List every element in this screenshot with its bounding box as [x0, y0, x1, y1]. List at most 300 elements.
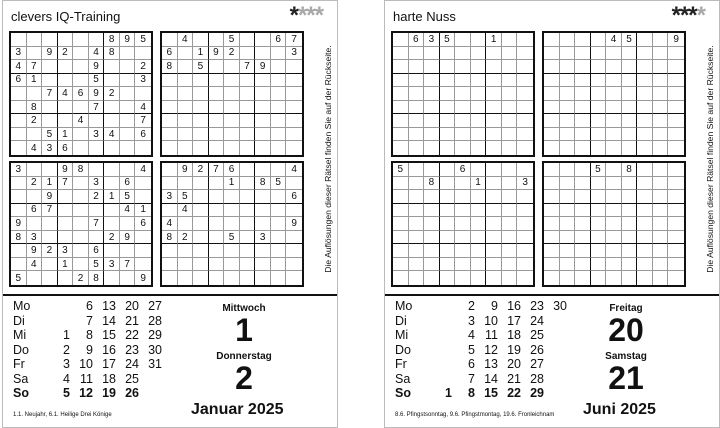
sudoku-cell: [255, 101, 271, 115]
sudoku-cell: 3: [162, 190, 178, 204]
calendar-date: 17: [102, 357, 116, 371]
sudoku-cell: [560, 177, 576, 191]
sudoku-cell: [162, 33, 178, 47]
sudoku-cell: [209, 177, 225, 191]
sudoku-cell: [286, 177, 302, 191]
sudoku-cell: [471, 204, 487, 218]
sudoku-cell: [424, 217, 440, 231]
weekday-label: Mo: [13, 299, 31, 313]
sudoku-cell: [668, 204, 684, 218]
weekday-label: Do: [13, 342, 29, 357]
calendar-page-left: [2, 0, 338, 428]
calendar-date: 27: [148, 299, 162, 313]
sudoku-cell: [622, 114, 638, 128]
sudoku-cell: [486, 177, 502, 191]
sudoku-cell: [193, 271, 209, 285]
sudoku-cell: [653, 87, 669, 101]
sudoku-cell: [73, 60, 89, 74]
sudoku-cell: 5: [89, 258, 105, 272]
sudoku-cell: [42, 163, 58, 177]
sudoku-cell: [209, 87, 225, 101]
sudoku-cell: 9: [209, 47, 225, 61]
sudoku-cell: 3: [11, 163, 27, 177]
sudoku-cell: [455, 101, 471, 115]
sudoku-cell: [440, 128, 456, 142]
sudoku-cell: [271, 128, 287, 142]
sudoku-cell: [193, 204, 209, 218]
calendar-date: 23: [530, 299, 544, 313]
sudoku-cell: [255, 190, 271, 204]
sudoku-cell: [162, 258, 178, 272]
sudoku-cell: [178, 128, 194, 142]
sudoku-cell: [271, 60, 287, 74]
sudoku-cell: [560, 231, 576, 245]
weekday-label: Sa: [13, 371, 29, 386]
sudoku-cell: [409, 47, 425, 61]
sudoku-cell: 4: [135, 163, 151, 177]
sudoku-cell: [393, 114, 409, 128]
sudoku-cell: [178, 141, 194, 155]
sudoku-cell: [393, 231, 409, 245]
divider: [3, 294, 337, 296]
sudoku-cell: [120, 244, 136, 258]
sudoku-cell: [440, 258, 456, 272]
sudoku-cell: [393, 217, 409, 231]
sudoku-cell: [424, 128, 440, 142]
sudoku-cell: 6: [286, 190, 302, 204]
sudoku-cell: [11, 141, 27, 155]
sudoku-cell: [240, 217, 256, 231]
sudoku-cell: [544, 114, 560, 128]
sudoku-cell: [424, 60, 440, 74]
sudoku-cell: [622, 47, 638, 61]
sudoku-cell: 7: [42, 87, 58, 101]
sudoku-cell: [502, 101, 518, 115]
sudoku-cell: [393, 244, 409, 258]
calendar-date: 13: [102, 299, 116, 313]
sudoku-cell: [224, 204, 240, 218]
sudoku-cell: [209, 258, 225, 272]
sudoku-cell: 5: [135, 33, 151, 47]
sudoku-grid: [9, 31, 153, 157]
sudoku-cell: [440, 204, 456, 218]
sudoku-cell: [120, 217, 136, 231]
sudoku-cell: [393, 87, 409, 101]
sudoku-cell: [58, 190, 74, 204]
sudoku-cell: [286, 244, 302, 258]
calendar-week-row: [395, 357, 567, 372]
sudoku-cell: [668, 114, 684, 128]
sudoku-cell: [120, 271, 136, 285]
sudoku-cell: [424, 271, 440, 285]
sudoku-cell: [502, 190, 518, 204]
month-days: [13, 299, 162, 401]
sudoku-cell: [517, 163, 533, 177]
sudoku-cell: [471, 101, 487, 115]
sudoku-cell: [27, 33, 43, 47]
sudoku-cell: [424, 190, 440, 204]
sudoku-cell: [502, 33, 518, 47]
sudoku-cell: [393, 128, 409, 142]
calendar-date: 19: [507, 342, 521, 357]
sudoku-cell: 7: [240, 60, 256, 74]
sudoku-cell: 2: [58, 47, 74, 61]
sudoku-cell: [42, 114, 58, 128]
sudoku-cell: [120, 60, 136, 74]
sudoku-cell: [486, 231, 502, 245]
calendar-week-row: [395, 372, 567, 387]
sudoku-cell: [73, 101, 89, 115]
sudoku-cell: [393, 177, 409, 191]
sudoku-cell: [591, 87, 607, 101]
sudoku-cell: [486, 217, 502, 231]
sudoku-cell: [653, 190, 669, 204]
sudoku-cell: [668, 231, 684, 245]
weekday-label: Do: [395, 342, 411, 357]
sudoku-cell: [11, 190, 27, 204]
calendar-date: 11: [80, 371, 93, 386]
sudoku-cell: [193, 141, 209, 155]
holiday-note: 1.1. Neujahr, 6.1. Heilige Drei Könige: [13, 412, 112, 418]
sudoku-cell: [455, 258, 471, 272]
sudoku-cell: [517, 74, 533, 88]
sudoku-cell: [591, 74, 607, 88]
sudoku-cell: [622, 141, 638, 155]
calendar-date: 13: [484, 357, 498, 371]
sudoku-cell: [668, 163, 684, 177]
sudoku-cell: [622, 101, 638, 115]
sudoku-cell: [591, 101, 607, 115]
sudoku-cell: 3: [27, 231, 43, 245]
sudoku-cell: [575, 258, 591, 272]
sudoku-cell: [135, 87, 151, 101]
calendar-date: 10: [484, 313, 498, 328]
sudoku-cell: 1: [27, 74, 43, 88]
sudoku-cell: [606, 271, 622, 285]
sudoku-cell: [575, 128, 591, 142]
sudoku-cell: [668, 258, 684, 272]
sudoku-cell: [622, 128, 638, 142]
sudoku-cell: [224, 74, 240, 88]
weekday-label: So: [395, 386, 411, 400]
sudoku-cell: [606, 141, 622, 155]
sudoku-cell: [455, 244, 471, 258]
sudoku-cell: [455, 231, 471, 245]
sudoku-cell: [606, 204, 622, 218]
sudoku-cell: [606, 217, 622, 231]
sudoku-cell: [575, 87, 591, 101]
sudoku-cell: [606, 163, 622, 177]
sudoku-cell: [240, 190, 256, 204]
sudoku-cell: [544, 101, 560, 115]
sudoku-cell: 4: [162, 217, 178, 231]
sudoku-cell: [668, 177, 684, 191]
sudoku-cell: [440, 47, 456, 61]
sudoku-cell: 1: [104, 190, 120, 204]
sudoku-cell: [440, 60, 456, 74]
sudoku-cell: [637, 33, 653, 47]
sudoku-cell: [544, 47, 560, 61]
weekday-label: Di: [13, 313, 25, 328]
sudoku-cell: [42, 101, 58, 115]
sudoku-cell: [637, 217, 653, 231]
sudoku-cell: [560, 204, 576, 218]
sudoku-cell: [560, 87, 576, 101]
sudoku-cell: [178, 101, 194, 115]
sudoku-cell: [471, 87, 487, 101]
calendar-date: 16: [507, 299, 521, 313]
sudoku-cell: [668, 47, 684, 61]
sudoku-cell: [409, 101, 425, 115]
day-1: Mittwoch 1: [222, 303, 266, 348]
sudoku-cell: [517, 217, 533, 231]
sudoku-cell: [560, 190, 576, 204]
sudoku-cell: [544, 33, 560, 47]
sudoku-cell: [653, 33, 669, 47]
sudoku-cell: 1: [135, 204, 151, 218]
sudoku-cell: [255, 114, 271, 128]
calendar-date: 8: [468, 386, 475, 400]
sudoku-cell: 3: [104, 258, 120, 272]
sudoku-cell: [178, 60, 194, 74]
sudoku-cell: [409, 87, 425, 101]
divider: [385, 294, 719, 296]
sudoku-cell: [502, 163, 518, 177]
sudoku-cell: 3: [89, 128, 105, 142]
sudoku-cell: [178, 258, 194, 272]
calendar-date: 29: [148, 328, 162, 342]
sudoku-cell: [560, 258, 576, 272]
sudoku-cell: [209, 33, 225, 47]
calendar-date: 19: [102, 386, 116, 400]
sudoku-cell: [591, 190, 607, 204]
sudoku-cell: 4: [178, 204, 194, 218]
sudoku-cell: [162, 244, 178, 258]
sudoku-cell: [517, 244, 533, 258]
calendar-week-row: [395, 386, 567, 401]
sudoku-cell: [178, 217, 194, 231]
calendar-date: 2: [63, 342, 70, 357]
sudoku-cell: [42, 271, 58, 285]
sudoku-cell: [575, 177, 591, 191]
sudoku-cell: [653, 217, 669, 231]
sudoku-cell: [409, 190, 425, 204]
sudoku-cell: [271, 258, 287, 272]
page-title: harte Nuss: [393, 9, 456, 24]
sudoku-cell: [517, 101, 533, 115]
sudoku-cell: 8: [104, 47, 120, 61]
sudoku-grid: [542, 161, 686, 287]
sudoku-cell: [471, 244, 487, 258]
sudoku-cell: [409, 163, 425, 177]
sudoku-cell: [440, 177, 456, 191]
sudoku-cell: [606, 128, 622, 142]
sudoku-cell: [27, 47, 43, 61]
calendar-date: 15: [484, 386, 498, 400]
sudoku-cell: 9: [140, 272, 146, 284]
sudoku-cell: 5: [193, 60, 209, 74]
calendar-date: 23: [125, 342, 139, 357]
sudoku-cell: [637, 204, 653, 218]
difficulty-stars: ****: [289, 2, 323, 29]
sudoku-cell: [271, 231, 287, 245]
weekday-label: Mi: [395, 328, 409, 342]
sudoku-cell: [668, 74, 684, 88]
sudoku-cell: [409, 204, 425, 218]
sudoku-cell: [224, 60, 240, 74]
sudoku-cell: [591, 271, 607, 285]
sudoku-cell: [424, 87, 440, 101]
side-note: Die Auflösungen dieser Rätsel finden Sie auf der Rückseite.: [705, 45, 715, 273]
sudoku-cell: 3: [255, 231, 271, 245]
sudoku-cell: [560, 244, 576, 258]
sudoku-cell: [209, 114, 225, 128]
sudoku-cell: 3: [517, 177, 533, 191]
sudoku-cell: [668, 271, 684, 285]
sudoku-cell: 8: [424, 177, 440, 191]
sudoku-cell: [544, 231, 560, 245]
sudoku-cell: [560, 114, 576, 128]
sudoku-cell: [58, 271, 74, 285]
sudoku-cell: 7: [135, 114, 151, 128]
sudoku-cell: [622, 271, 638, 285]
sudoku-cell: [424, 141, 440, 155]
sudoku-cell: [622, 87, 638, 101]
sudoku-cell: [440, 163, 456, 177]
sudoku-cell: [240, 271, 256, 285]
sudoku-cell: [240, 87, 256, 101]
calendar-date: 3: [468, 313, 475, 328]
sudoku-cell: [622, 258, 638, 272]
calendar-date: 31: [148, 357, 162, 371]
sudoku-cell: [255, 87, 271, 101]
sudoku-cell: [178, 271, 194, 285]
calendar-date: 10: [79, 357, 93, 371]
sudoku-cell: [73, 177, 89, 191]
sudoku-cell: [606, 231, 622, 245]
sudoku-cell: [544, 258, 560, 272]
sudoku-cell: [120, 128, 136, 142]
sudoku-cell: 4: [120, 204, 136, 218]
sudoku-cell: [544, 163, 560, 177]
calendar-date: 28: [148, 313, 162, 328]
sudoku-cell: 4: [286, 163, 302, 177]
sudoku-cell: [209, 141, 225, 155]
sudoku-cell: [471, 217, 487, 231]
sudoku-cell: [637, 190, 653, 204]
sudoku-cell: [224, 141, 240, 155]
calendar-week-row: [395, 328, 567, 343]
sudoku-cell: 2: [224, 47, 240, 61]
sudoku-cell: [162, 177, 178, 191]
sudoku-cell: [178, 47, 194, 61]
sudoku-cell: 6: [27, 204, 43, 218]
sudoku-cell: [486, 204, 502, 218]
weekday-label: Fr: [13, 357, 25, 371]
weekday-label: So: [13, 386, 29, 400]
calendar-date: 4: [468, 328, 475, 342]
sudoku-cell: [517, 190, 533, 204]
sudoku-cell: [668, 141, 684, 155]
sudoku-cell: [409, 141, 425, 155]
sudoku-cell: [517, 271, 533, 285]
sudoku-cell: [502, 231, 518, 245]
calendar-date: 9: [86, 342, 93, 357]
sudoku-cell: [162, 271, 178, 285]
sudoku-cell: [653, 177, 669, 191]
sudoku-cell: [502, 141, 518, 155]
sudoku-cell: [471, 163, 487, 177]
sudoku-cell: [42, 60, 58, 74]
calendar-date: 7: [86, 313, 93, 328]
sudoku-cell: [255, 47, 271, 61]
sudoku-cell: 9: [11, 217, 27, 231]
sudoku-cell: [271, 204, 287, 218]
calendar-date: 12: [79, 386, 93, 400]
sudoku-cell: [58, 217, 74, 231]
sudoku-cell: [637, 258, 653, 272]
calendar-date: 1: [445, 386, 452, 400]
sudoku-cell: [120, 47, 136, 61]
sudoku-cell: [73, 74, 89, 88]
sudoku-cell: [89, 163, 105, 177]
weekday-label: Sa: [395, 371, 411, 386]
sudoku-cell: [653, 47, 669, 61]
sudoku-cell: [606, 190, 622, 204]
sudoku-cell: 9: [120, 33, 136, 47]
sudoku-cell: [606, 87, 622, 101]
calendar-date: 21: [125, 313, 139, 328]
sudoku-cell: [193, 128, 209, 142]
sudoku-cell: [544, 141, 560, 155]
calendar-week-row: [13, 372, 162, 387]
sudoku-cell: [409, 177, 425, 191]
sudoku-cell: [286, 114, 302, 128]
calendar-date: 8: [86, 328, 93, 342]
sudoku-cell: [575, 163, 591, 177]
sudoku-cell: [240, 47, 256, 61]
sudoku-cell: [653, 244, 669, 258]
sudoku-cell: 8: [255, 177, 271, 191]
sudoku-cell: [517, 114, 533, 128]
sudoku-cell: [255, 204, 271, 218]
sudoku-cell: 4: [104, 128, 120, 142]
sudoku-cell: [575, 217, 591, 231]
sudoku-cell: [591, 231, 607, 245]
sudoku-cell: [486, 163, 502, 177]
sudoku-cell: [575, 60, 591, 74]
sudoku-cell: [209, 231, 225, 245]
sudoku-cell: [240, 163, 256, 177]
sudoku-cell: [486, 128, 502, 142]
sudoku-cell: [591, 177, 607, 191]
sudoku-cell: [89, 33, 105, 47]
sudoku-cell: [486, 190, 502, 204]
sudoku-cell: [517, 128, 533, 142]
sudoku-cell: [591, 47, 607, 61]
calendar-date: 1: [63, 328, 70, 342]
sudoku-cell: 4: [73, 114, 89, 128]
calendar: [3, 299, 333, 427]
sudoku-cell: [11, 128, 27, 142]
sudoku-cell: [591, 204, 607, 218]
sudoku-cell: [440, 74, 456, 88]
calendar-date: 30: [148, 342, 162, 357]
sudoku-cell: [486, 47, 502, 61]
sudoku-cell: 7: [27, 60, 43, 74]
sudoku-cell: 2: [42, 244, 58, 258]
sudoku-cell: [255, 163, 271, 177]
